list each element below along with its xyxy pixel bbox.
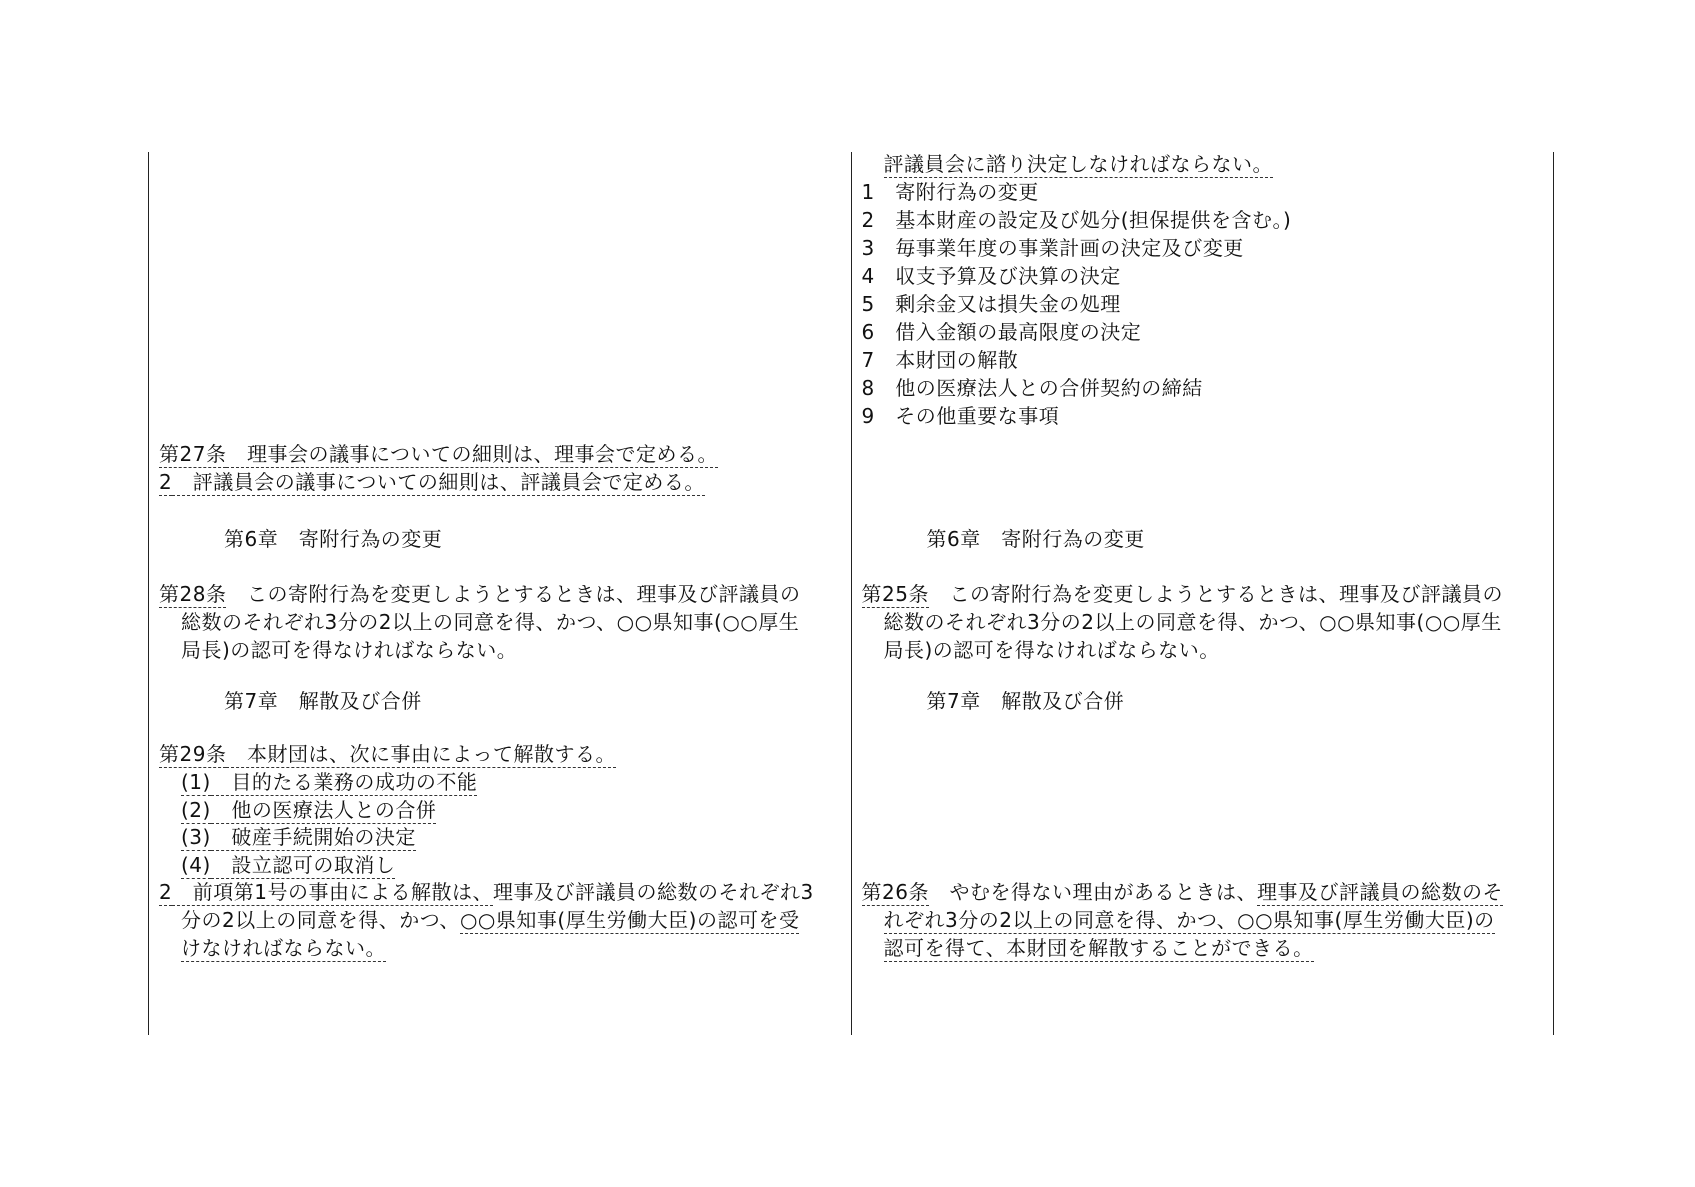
comparison-table	[148, 152, 1554, 1035]
chapter-7-heading: 第7章 解散及び合併	[926, 689, 1125, 713]
list-item: (2) 他の医療法人との合併	[181, 798, 437, 822]
chapter-6-heading: 第6章 寄附行為の変更	[224, 527, 443, 551]
article-29: 第29条 本財団は、次に事由によって解散する。	[159, 742, 616, 766]
article-28-line-2: 総数のそれぞれ3分の2以上の同意を得、かつ、○○県知事(○○厚生	[181, 610, 800, 634]
list-item: 1 寄附行為の変更	[861, 180, 1039, 204]
list-item: 5 剰余金又は損失金の処理	[861, 292, 1121, 316]
chapter-6-heading: 第6章 寄附行為の変更	[926, 527, 1145, 551]
list-item: 4 収支予算及び決算の決定	[861, 264, 1121, 288]
right-column	[852, 152, 1554, 1035]
list-item: 8 他の医療法人との合併契約の締結	[861, 376, 1203, 400]
list-item: 7 本財団の解散	[861, 348, 1019, 372]
list-item: 9 その他重要な事項	[861, 404, 1060, 428]
chapter-7-heading: 第7章 解散及び合併	[224, 689, 422, 713]
intro-line: 評議員会に諮り決定しなければならない。	[883, 152, 1273, 176]
article-28-line-3: 局長)の認可を得なければならない。	[181, 638, 518, 662]
list-item: 6 借入金額の最高限度の決定	[861, 320, 1142, 344]
list-item: 3 毎事業年度の事業計画の決定及び変更	[861, 236, 1244, 260]
article-26-line-2: れぞれ3分の2以上の同意を得、かつ、○○県知事(厚生労働大臣)の	[883, 908, 1495, 932]
article-26: 第26条 やむを得ない理由があるときは、理事及び評議員の総数のそ	[861, 880, 1503, 904]
article-number: 第27条	[159, 442, 227, 466]
article-27-para-2: 2 評議員会の議事についての細則は、評議員会で定める。	[159, 470, 705, 494]
article-28: 第28条 この寄附行為を変更しようとするときは、理事及び評議員の	[159, 582, 801, 606]
list-item: 2 基本財産の設定及び処分(担保提供を含む。)	[861, 208, 1292, 232]
article-29-para-2: 2 前項第1号の事由による解散は、理事及び評議員の総数のそれぞれ3	[159, 880, 814, 904]
list-item: (4) 設立認可の取消し	[181, 853, 396, 877]
article-27: 第27条 理事会の議事についての細則は、理事会で定める。	[159, 442, 719, 466]
left-column	[149, 152, 852, 1035]
article-29-para-2-line-2: 分の2以上の同意を得、かつ、○○県知事(厚生労働大臣)の認可を受	[181, 908, 800, 932]
list-item: (1) 目的たる業務の成功の不能	[181, 770, 478, 794]
article-25-line-3: 局長)の認可を得なければならない。	[883, 638, 1220, 662]
article-25-line-2: 総数のそれぞれ3分の2以上の同意を得、かつ、○○県知事(○○厚生	[883, 610, 1502, 634]
article-25: 第25条 この寄附行為を変更しようとするときは、理事及び評議員の	[861, 582, 1503, 606]
article-29-para-2-line-3: けなければならない。	[181, 936, 386, 960]
list-item: (3) 破産手続開始の決定	[181, 825, 416, 849]
article-26-line-3: 認可を得て、本財団を解散することができる。	[883, 936, 1314, 960]
